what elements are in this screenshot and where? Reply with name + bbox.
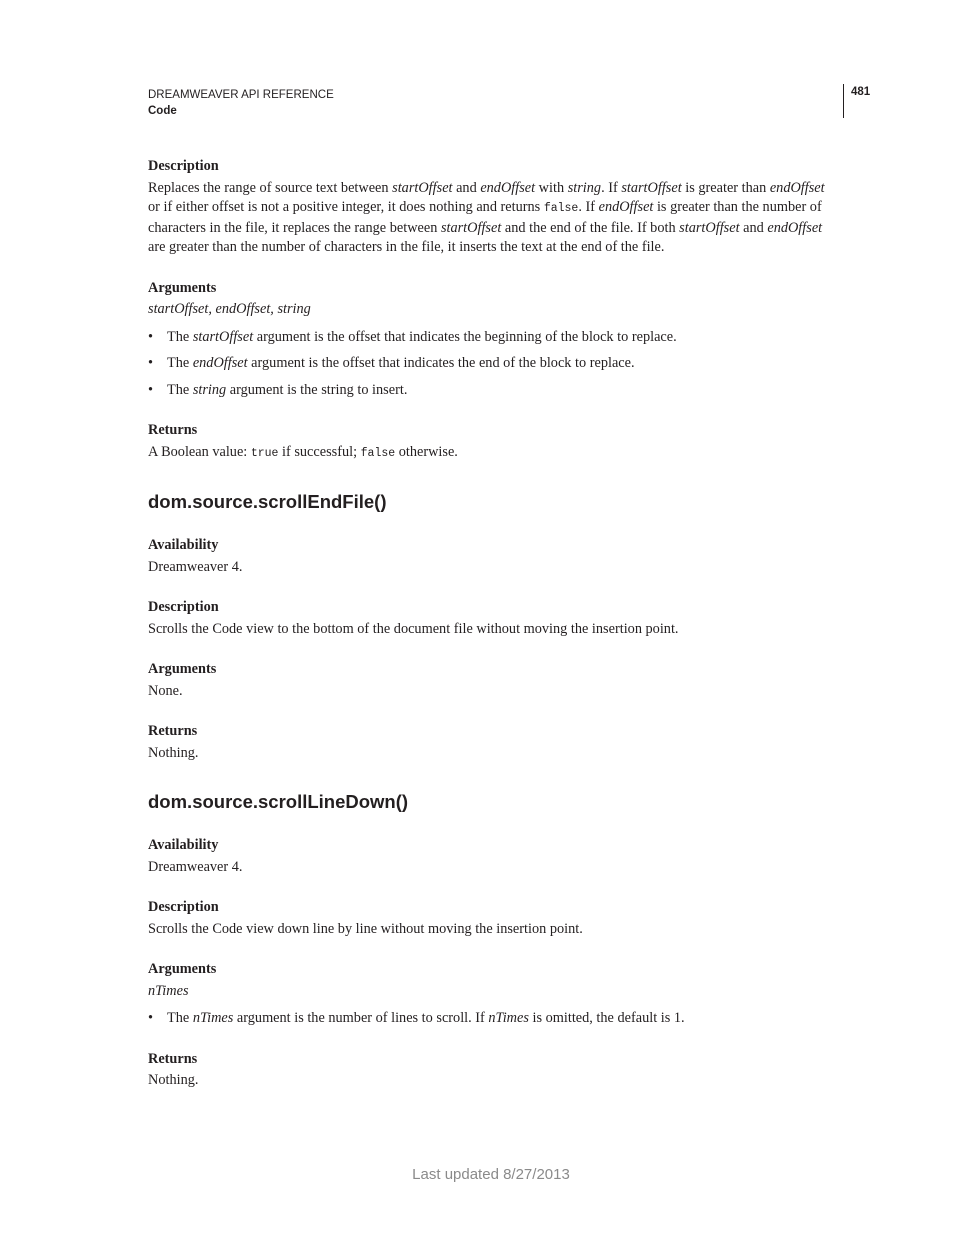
arguments-list xyxy=(148,328,840,401)
section-heading-scroll-end-file: dom.source.scrollEndFile() xyxy=(148,491,387,512)
list-item-text xyxy=(167,382,407,398)
italic-term: startOffset xyxy=(392,179,453,196)
chapter-name: Code xyxy=(148,105,177,117)
arguments-label: Arguments xyxy=(148,279,217,296)
text-run: otherwise. xyxy=(395,443,458,460)
page-footer xyxy=(0,1166,954,1183)
text-run: argument is the offset that indicates the beginning of the block to replace. xyxy=(253,328,677,345)
list-item-text xyxy=(167,1010,685,1026)
list-item xyxy=(148,354,840,374)
page-content xyxy=(148,157,840,1091)
italic-term: startOffset xyxy=(621,179,682,196)
intro-description-section xyxy=(148,157,840,258)
description-label: Description xyxy=(148,158,219,174)
italic-term: endOffset xyxy=(480,179,536,196)
availability-section xyxy=(148,836,840,877)
returns-section xyxy=(148,1050,840,1091)
italic-term: string xyxy=(567,179,602,196)
bullet-icon: • xyxy=(148,381,154,398)
text-run: argument is the string to insert. xyxy=(226,381,408,398)
description-label: Description xyxy=(148,599,219,615)
availability-text: Dreamweaver 4. xyxy=(148,858,243,875)
text-run: . If xyxy=(601,179,622,196)
italic-term: endOffset xyxy=(192,355,248,371)
text-run: The xyxy=(167,328,193,345)
returns-text: Nothing. xyxy=(148,1072,199,1088)
text-run: The xyxy=(167,1010,193,1026)
list-item-text xyxy=(167,355,635,371)
intro-returns-section xyxy=(148,421,840,463)
description-text: Scrolls the Code view to the bottom of the document file without moving the insertion point. xyxy=(148,620,679,637)
list-item xyxy=(148,328,840,348)
code-literal: false xyxy=(360,446,396,460)
returns-label: Returns xyxy=(148,1050,198,1067)
page-header xyxy=(148,87,334,119)
text-run: is greater than the number of characters in the file, it replaces the range between xyxy=(148,199,822,236)
page-number: 481 xyxy=(851,86,871,98)
bullet-icon: • xyxy=(148,1010,154,1026)
last-updated: Last updated 8/27/2013 xyxy=(412,1166,570,1183)
text-run: with xyxy=(535,179,568,196)
text-run: or if either offset is not a positive integer, it does nothing and returns xyxy=(148,199,544,215)
description-text: Scrolls the Code view down line by line without moving the insertion point. xyxy=(148,920,583,937)
description-section xyxy=(148,898,840,939)
bullet-icon: • xyxy=(148,328,154,345)
text-run: The xyxy=(167,355,193,371)
intro-arguments-section xyxy=(148,279,840,401)
arguments-list xyxy=(148,1009,840,1029)
text-run: and the end of the file. If both xyxy=(501,219,680,236)
returns-text: Nothing. xyxy=(148,744,199,761)
arguments-signature: startOffset, endOffset, string xyxy=(148,301,311,317)
text-run: Replaces the range of source text between xyxy=(148,179,393,196)
text-run: argument is the offset that indicates the end of the block to replace. xyxy=(247,355,635,371)
italic-term: endOffset xyxy=(598,199,654,215)
returns-section xyxy=(148,722,840,763)
returns-label: Returns xyxy=(148,422,198,438)
list-item-text xyxy=(167,329,677,345)
italic-term: endOffset xyxy=(769,179,825,196)
bullet-icon: • xyxy=(148,355,154,371)
text-run: and xyxy=(739,219,768,236)
text-run: The xyxy=(167,381,193,398)
availability-label: Availability xyxy=(148,837,219,853)
text-run: A Boolean value: xyxy=(148,443,251,460)
list-item xyxy=(148,1009,840,1029)
availability-label: Availability xyxy=(148,537,219,553)
italic-term: endOffset xyxy=(767,219,823,236)
description-text xyxy=(148,179,840,258)
arguments-section xyxy=(148,960,840,1029)
text-run: is omitted, the default is 1. xyxy=(528,1010,685,1026)
arguments-text: None. xyxy=(148,682,183,699)
italic-term: nTimes xyxy=(488,1010,529,1026)
description-label: Description xyxy=(148,899,219,915)
italic-term: string xyxy=(192,381,227,398)
availability-section xyxy=(148,536,840,577)
returns-label: Returns xyxy=(148,723,198,739)
document-title: DREAMWEAVER API REFERENCE xyxy=(148,89,334,101)
text-run: argument is the number of lines to scroll. If xyxy=(233,1010,489,1026)
arguments-section xyxy=(148,660,840,701)
italic-term: startOffset xyxy=(679,219,740,236)
italic-term: nTimes xyxy=(192,1010,234,1026)
italic-term: startOffset xyxy=(192,328,254,345)
italic-term: startOffset xyxy=(440,219,502,236)
text-run: and xyxy=(452,179,481,196)
availability-text: Dreamweaver 4. xyxy=(148,558,243,575)
returns-text xyxy=(148,443,840,464)
arguments-label: Arguments xyxy=(148,961,217,977)
code-literal: true xyxy=(250,446,279,460)
section-heading-scroll-line-down: dom.source.scrollLineDown() xyxy=(148,791,409,812)
arguments-signature: nTimes xyxy=(148,982,189,999)
description-section xyxy=(148,598,840,639)
arguments-label: Arguments xyxy=(148,661,217,677)
text-run: is greater than xyxy=(681,179,770,196)
header-divider xyxy=(843,84,844,118)
code-literal: false xyxy=(543,202,579,215)
text-run: are greater than the number of characters in the file, it inserts the text at the end of the file. xyxy=(148,239,665,255)
list-item xyxy=(148,381,840,401)
text-run: . If xyxy=(578,199,599,215)
text-run: if successful; xyxy=(278,443,361,460)
